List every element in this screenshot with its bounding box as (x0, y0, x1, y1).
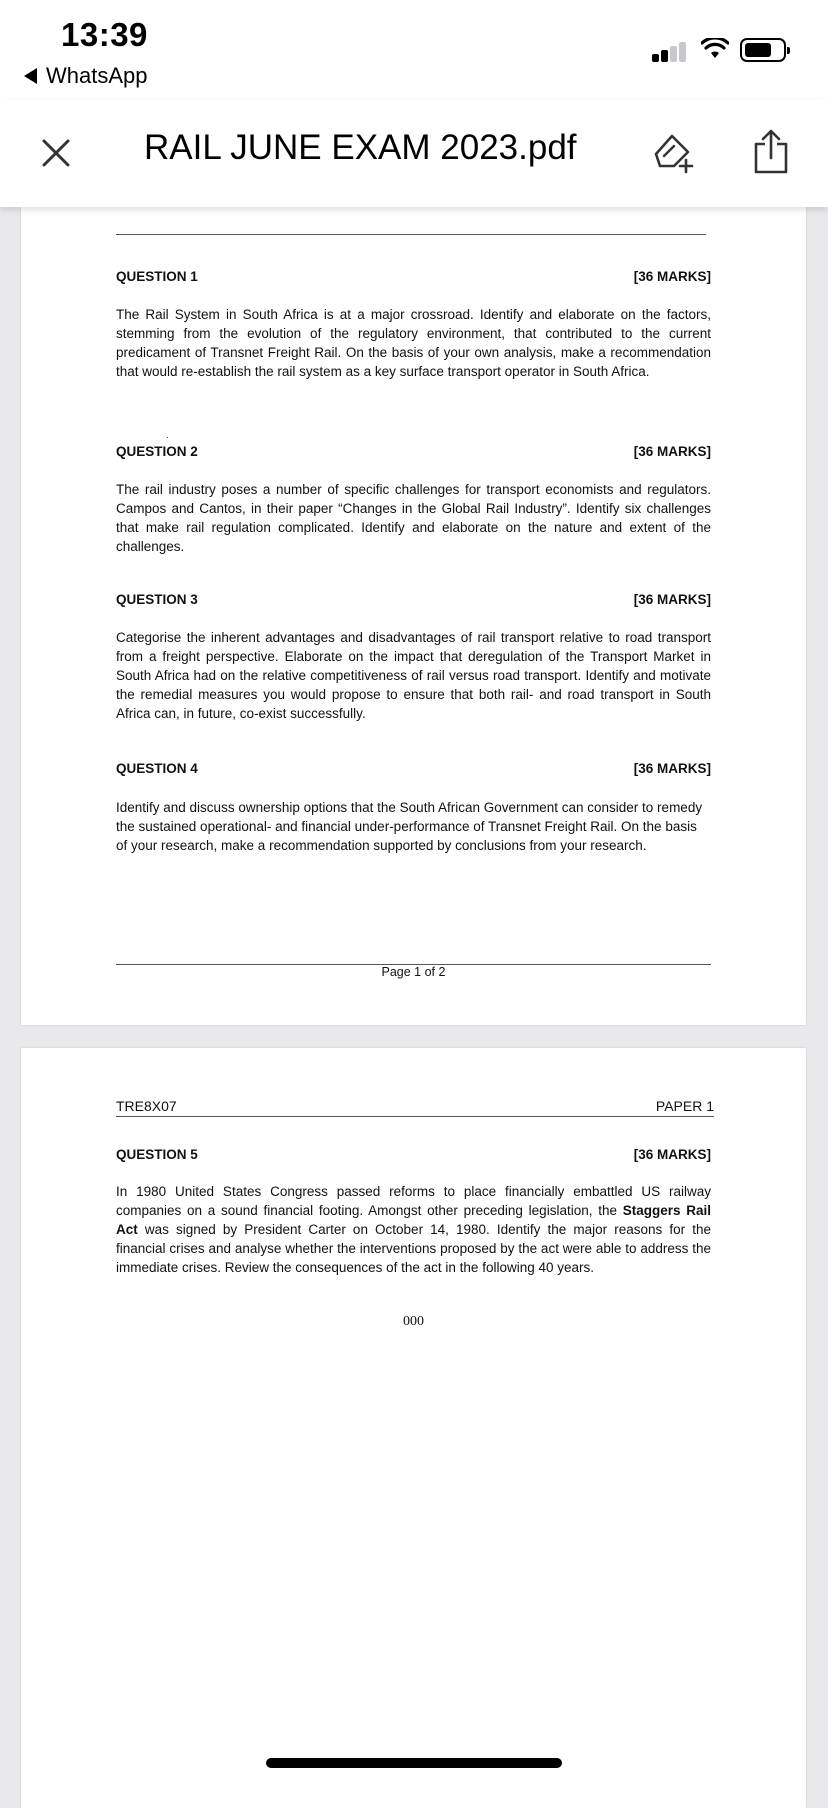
home-indicator[interactable] (266, 1758, 562, 1768)
question-2-body: The rail industry poses a number of specific challenges for transport economists and regulators. Campos and Cantos, in their paper “Changes in the Global Rail Industry”. Identify six challenges that make rail regulation complicated. Identify and elaborate on the nature and extent of the challenges. (116, 482, 711, 554)
question-marks: [36 MARKS] (633, 592, 711, 607)
question-5-body (116, 1182, 711, 1277)
course-code: TRE8X07 (116, 1098, 177, 1114)
markup-icon[interactable] (652, 130, 698, 176)
question-1-body: The Rail System in South Africa is at a major crossroad. Identify and elaborate on the factors, stemming from the evolution of the regulatory environment, that contributed to the current predicament of Transnet Freight Rail. On the basis of your own analysis, make a recommendation that would re-establish the rail system as a key surface transport operator in South Africa. (116, 307, 711, 379)
cellular-signal-icon (652, 40, 690, 62)
question-title: QUESTION 4 (116, 761, 198, 776)
document-title: RAIL JUNE EXAM 2023.pdf (144, 128, 577, 167)
question-4-header (116, 761, 711, 776)
question-2-header (116, 444, 711, 459)
page-header-rule (116, 234, 706, 235)
question-marks: [36 MARKS] (633, 1147, 711, 1162)
page-header (116, 1098, 714, 1117)
question-3-body: Categorise the inherent advantages and disadvantages of rail transport relative to road transport from a freight perspective. Elaborate on the impact that deregulation of the Transport Market in South Africa had on the relative competitiveness of rail versus road transport. Identify and motivate the remedial measures you would propose to ensure that both rail- and road transport in South Africa can, in future, co-exist successfully. (116, 630, 711, 721)
end-of-paper-mark: 000 (403, 1314, 424, 1329)
question-title: QUESTION 3 (116, 592, 198, 607)
close-icon[interactable] (38, 135, 74, 171)
question-4-body: Identify and discuss ownership options that the South African Government can consider to remedy the sustained operational- and financial under-performance of Transnet Freight Rail. On the basis of your research, make a recommendation supported by conclusions from your research. (116, 800, 703, 853)
question-1-header (116, 269, 711, 284)
question-title: QUESTION 2 (116, 444, 198, 459)
question-marks: [36 MARKS] (633, 761, 711, 776)
question-5-text-a: In 1980 United States Congress passed reforms to place financially embattled US railway companies on a sound financial footing. Amongst other preceding legislation, the (116, 1184, 711, 1218)
wifi-icon (701, 38, 729, 60)
battery-icon (740, 38, 786, 62)
status-time: 13:39 (61, 16, 148, 53)
question-marks: [36 MARKS] (633, 269, 711, 284)
back-app-label: WhatsApp (46, 63, 148, 88)
back-to-app-link[interactable] (24, 63, 148, 89)
pdf-page-2 (21, 1048, 806, 1808)
stray-mark: . (166, 430, 169, 441)
question-title: QUESTION 5 (116, 1147, 198, 1162)
question-marks: [36 MARKS] (633, 444, 711, 459)
back-arrow-icon (24, 68, 37, 84)
paper-label: PAPER 1 (655, 1098, 714, 1114)
question-5-bold-term: Staggers Rail Act (116, 1203, 711, 1237)
status-bar (0, 0, 828, 100)
share-icon[interactable] (752, 128, 790, 176)
question-5-text-b: was signed by President Carter on October 14, 1980. Identify the major reasons for the financial crises and analyse whether the interventions proposed by the act were able to address the immediate crises. Review the consequences of the act in the following 40 years. (116, 1222, 711, 1275)
question-3-header (116, 592, 711, 607)
question-title: QUESTION 1 (116, 269, 198, 284)
page-number: Page 1 of 2 (381, 965, 446, 979)
pdf-page-1 (21, 207, 806, 1025)
question-5-header (116, 1147, 711, 1162)
